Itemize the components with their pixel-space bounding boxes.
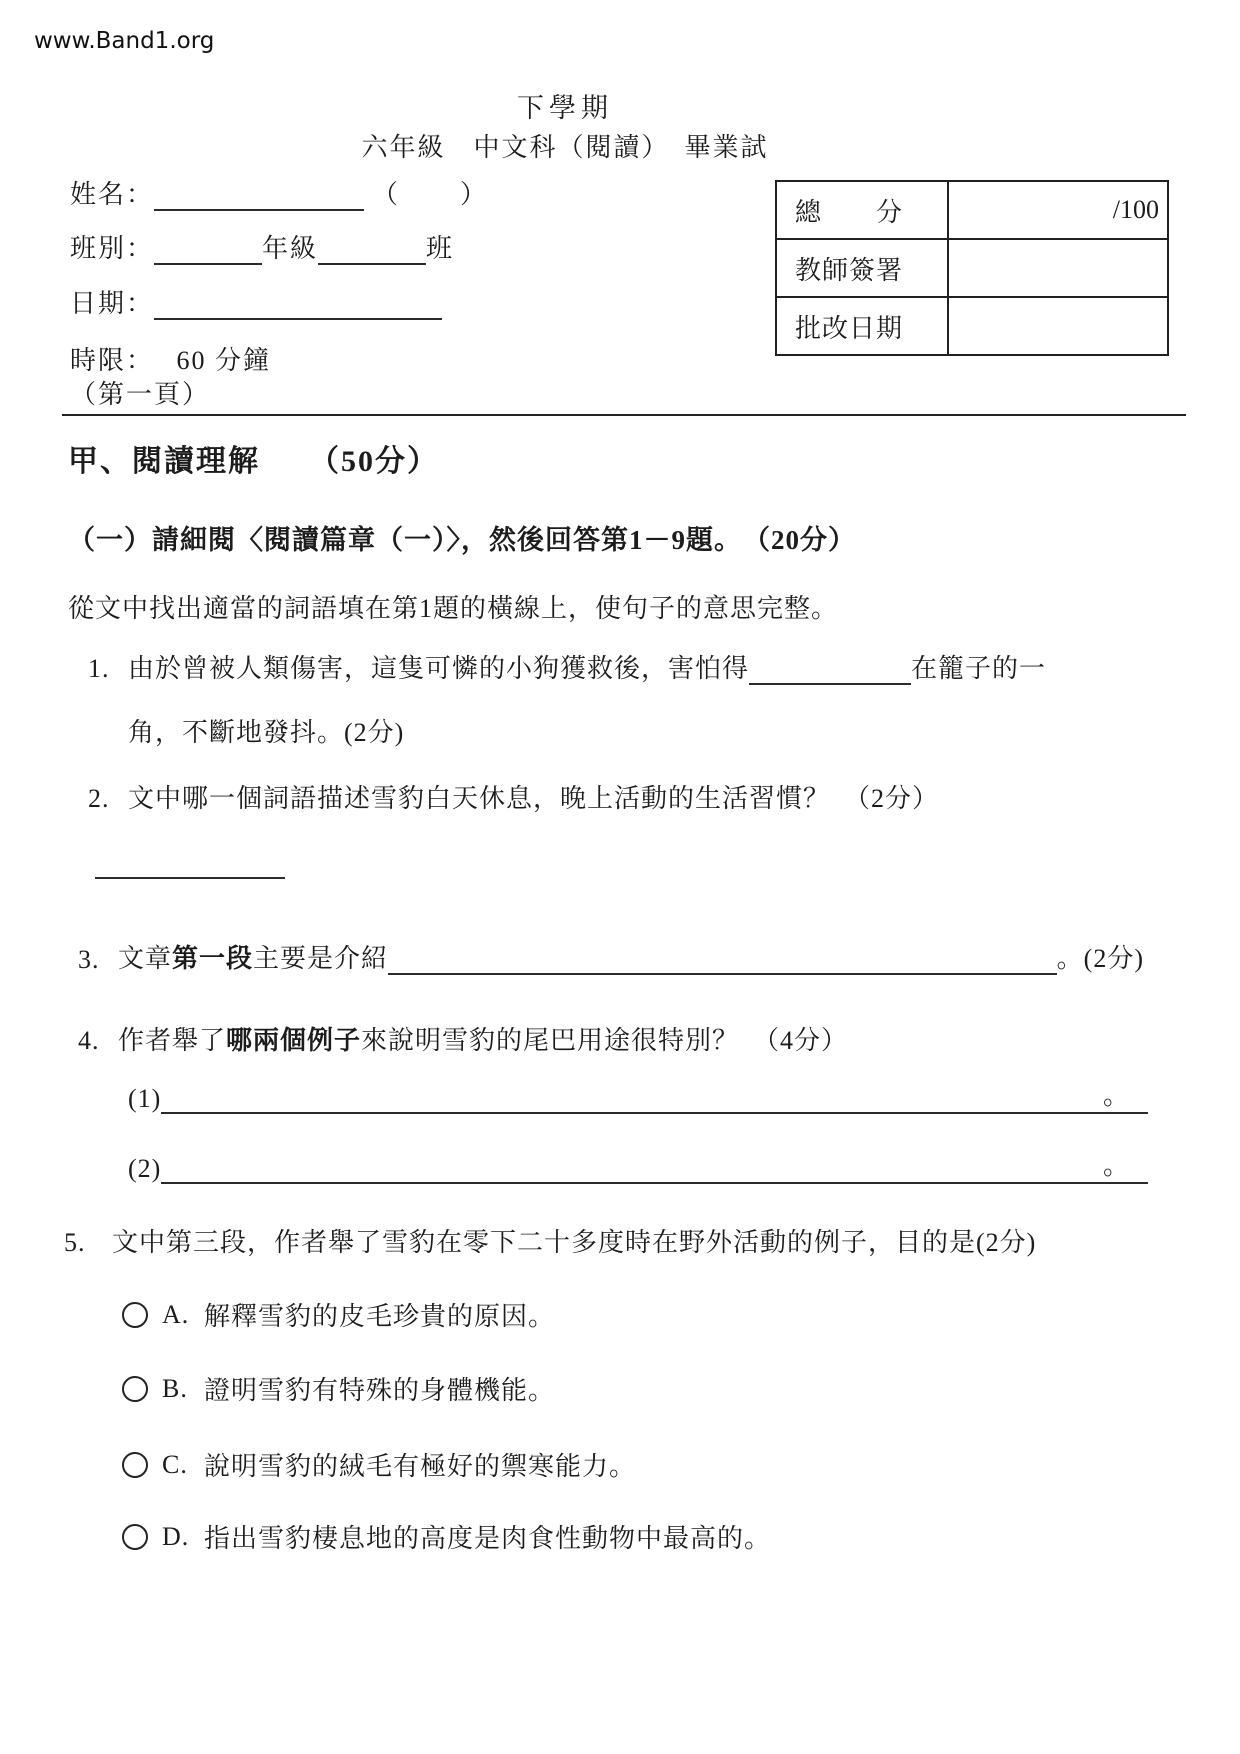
exam-term-title: 下學期	[517, 93, 613, 123]
score-table-row-markdate	[777, 296, 1167, 354]
name-input-blank[interactable]	[154, 179, 364, 211]
question-2-line	[88, 778, 939, 815]
question-4-number: 4.	[78, 1026, 100, 1055]
q4-sub1-label: (1)	[128, 1084, 162, 1113]
question-3-text-mid: 主要是介紹	[253, 944, 389, 973]
grade-input-blank[interactable]	[154, 233, 262, 265]
marking-date-label: 批改日期	[777, 298, 949, 354]
time-limit-row	[70, 340, 271, 377]
site-watermark: www.Band1.org	[34, 28, 215, 54]
question-1-line-1	[88, 648, 1046, 685]
score-table-row-total	[777, 182, 1167, 238]
question-3-number: 3.	[78, 945, 100, 974]
section-a-heading: 甲、閱讀理解 （50分）	[68, 445, 439, 478]
class-number-paren-close: ）	[460, 180, 489, 209]
score-table	[775, 180, 1169, 356]
option-c-circle-icon[interactable]	[122, 1452, 148, 1478]
option-c-text: 說明雪豹的絨毛有極好的禦寒能力。	[204, 1452, 637, 1481]
question-4-line	[78, 1020, 848, 1057]
q5-option-d[interactable]	[122, 1518, 771, 1555]
question-3-text-before: 文章	[118, 944, 173, 973]
option-a-circle-icon[interactable]	[122, 1302, 148, 1328]
part-one-instruction: （一）請細閱〈閱讀篇章（一）〉，然後回答第1－9題。 （20分）	[68, 525, 856, 555]
q3-answer-blank[interactable]	[388, 943, 1057, 975]
class-label: 班別：	[70, 234, 155, 263]
q4-sub2-label: (2)	[128, 1154, 162, 1183]
q5-option-b[interactable]	[122, 1370, 555, 1407]
page-number-note: （第一頁）	[70, 380, 211, 409]
teacher-signature-label: 教師簽署	[777, 240, 949, 296]
total-score-label: 總 分	[777, 182, 949, 238]
option-d-text: 指出雪豹棲息地的高度是肉食性動物中最高的。	[204, 1524, 772, 1553]
q4-sub2-period: 。	[1102, 1151, 1130, 1180]
option-a-text: 解釋雪豹的皮毛珍貴的原因。	[204, 1302, 556, 1331]
question-3-suffix: 。(2分)	[1056, 944, 1144, 973]
q2-answer-blank[interactable]	[95, 845, 285, 879]
question-1-number: 1.	[88, 654, 110, 683]
option-b-text: 證明雪豹有特殊的身體機能。	[204, 1376, 556, 1405]
header-divider	[62, 414, 1186, 416]
fill-in-instruction: 從文中找出適當的詞語填在第1題的橫線上，使句子的意思完整。	[68, 594, 839, 623]
option-a-letter: A.	[162, 1299, 190, 1329]
class-number-paren-open: （	[372, 180, 401, 209]
option-b-letter: B.	[162, 1373, 188, 1403]
question-3-line	[78, 938, 1144, 975]
time-limit-value: 60 分鐘	[176, 346, 272, 375]
question-1-text-before-blank: 由於曾被人類傷害，這隻可憐的小狗獲救後，害怕得	[128, 654, 750, 683]
question-2-text: 文中哪一個詞語描述雪豹白天休息，晚上活動的生活習慣？ （2分）	[128, 784, 940, 813]
question-4-text-after: 來說明雪豹的尾巴用途很特別？ （4分）	[361, 1026, 849, 1055]
q5-option-c[interactable]	[122, 1446, 636, 1483]
total-score-value: /100	[1112, 195, 1159, 224]
q5-option-a[interactable]	[122, 1296, 555, 1333]
question-5-line	[64, 1222, 1036, 1259]
question-4-sub-1	[128, 1082, 1148, 1114]
question-4-text-bold: 哪兩個例子	[226, 1026, 362, 1055]
option-d-circle-icon[interactable]	[122, 1524, 148, 1550]
q4-sub1-period: 。	[1102, 1081, 1130, 1110]
date-input-blank[interactable]	[154, 288, 442, 320]
question-4-sub-2	[128, 1152, 1148, 1184]
q4-answer-blank-2[interactable]	[161, 1152, 1148, 1184]
name-field-row	[70, 174, 488, 211]
question-4-text-before: 作者舉了	[118, 1026, 227, 1055]
question-5-number: 5.	[64, 1228, 86, 1257]
q4-answer-blank-1[interactable]	[161, 1082, 1148, 1114]
option-d-letter: D.	[162, 1521, 190, 1551]
exam-subject-title: 六年級 中文科（閱讀） 畢業試	[361, 133, 769, 162]
class-input-blank[interactable]	[318, 233, 426, 265]
time-limit-label: 時限：	[70, 346, 155, 375]
score-table-row-signature	[777, 238, 1167, 296]
teacher-signature-cell[interactable]	[949, 240, 1167, 296]
q1-answer-blank[interactable]	[749, 653, 911, 685]
date-field-row	[70, 283, 442, 320]
grade-suffix: 年級	[262, 234, 319, 263]
name-label: 姓名：	[70, 180, 155, 209]
option-b-circle-icon[interactable]	[122, 1376, 148, 1402]
question-1-text-after-blank: 在籠子的一	[911, 654, 1047, 683]
question-3-text-bold: 第一段	[172, 944, 254, 973]
class-field-row	[70, 228, 454, 265]
question-2-number: 2.	[88, 784, 110, 813]
class-suffix: 班	[426, 234, 455, 263]
date-label: 日期：	[70, 289, 155, 318]
question-1-line-2: 角，不斷地發抖。(2分)	[128, 718, 405, 747]
marking-date-cell[interactable]	[949, 298, 1167, 354]
question-5-text: 文中第三段，作者舉了雪豹在零下二十多度時在野外活動的例子，目的是(2分)	[112, 1228, 1037, 1257]
option-c-letter: C.	[162, 1449, 188, 1479]
